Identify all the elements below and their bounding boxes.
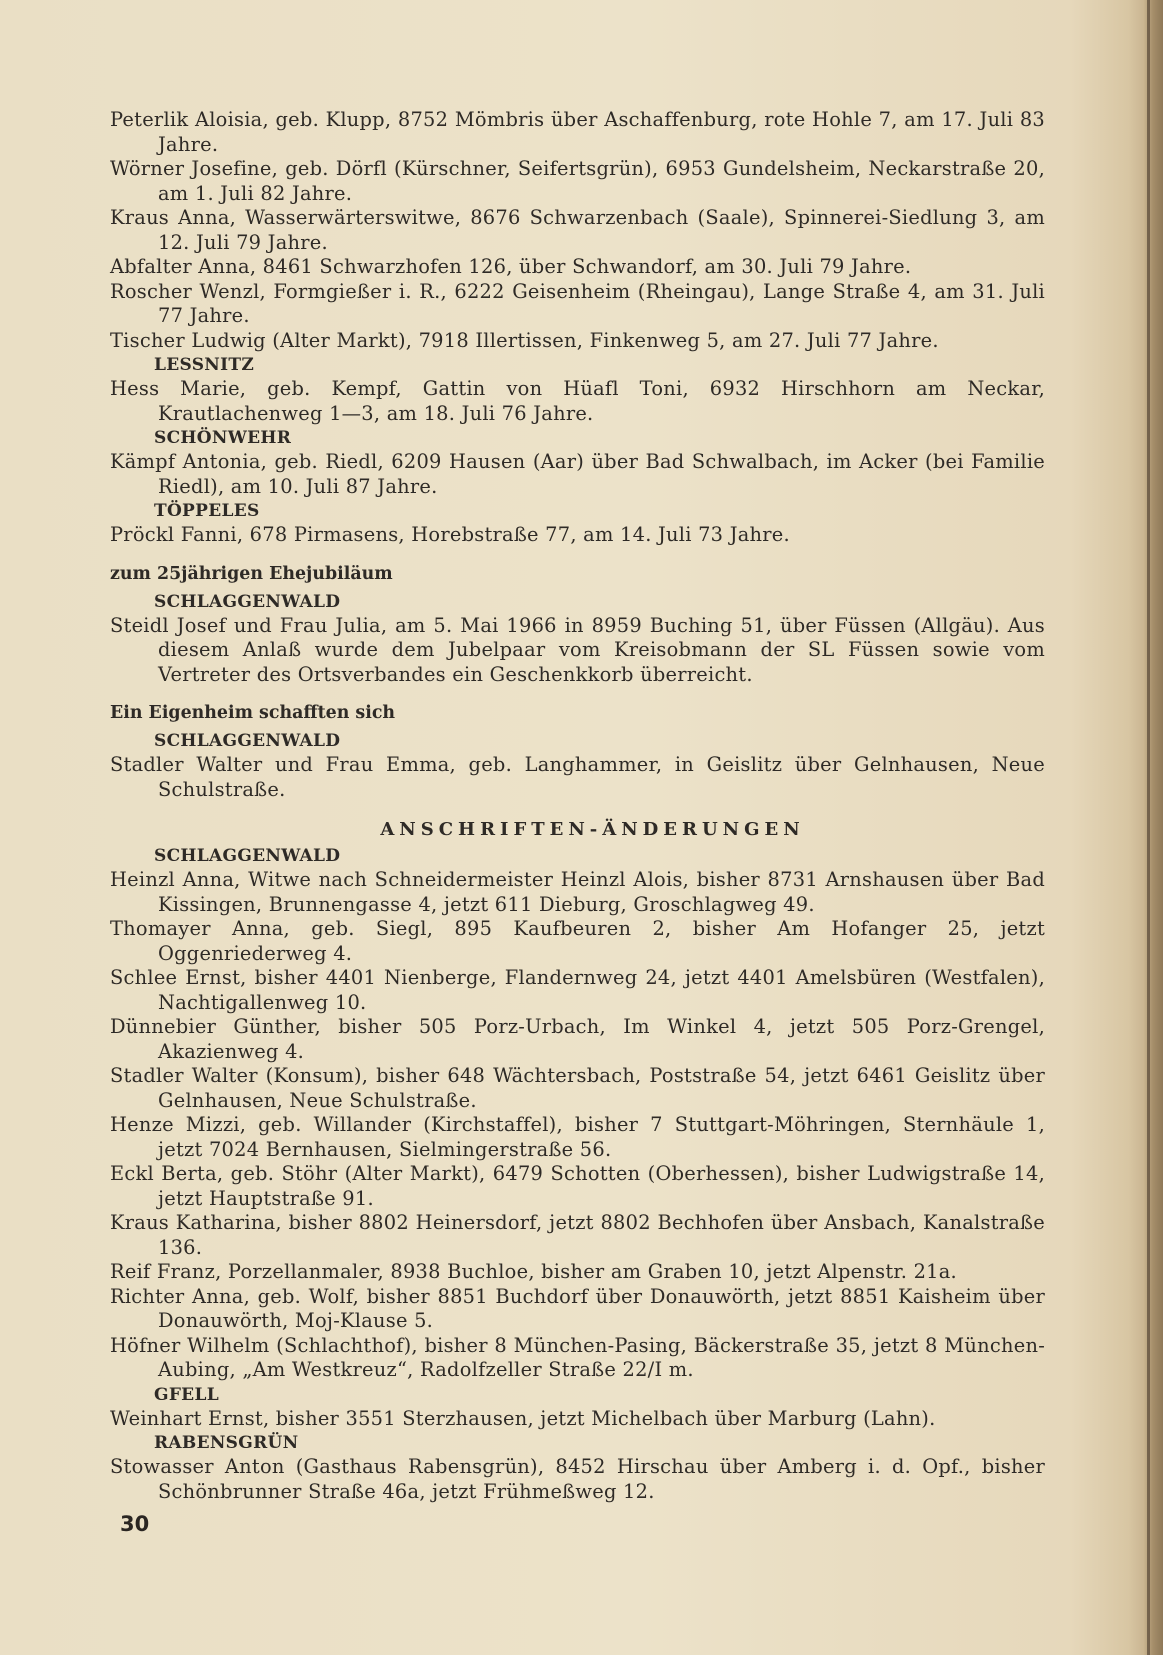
section-title-anschriften: ANSCHRIFTEN-ÄNDERUNGEN: [380, 819, 805, 840]
list-item: Schlee Ernst, bisher 4401 Nienberge, Flandernweg 24, jetzt 4401 Amelsbüren (Westfalen), Nachtigallenweg 10.: [110, 966, 1045, 1014]
place-heading-toeppeles: TÖPPELES: [154, 501, 260, 521]
list-item: Stowasser Anton (Gasthaus Rabensgrün), 8452 Hirschau über Amberg i. d. Opf., bisher Schönbrunner Straße 46a, jetzt Frühmeßweg 12.: [110, 1455, 1045, 1503]
list-item: Henze Mizzi, geb. Willander (Kirchstaffel), bisher 7 Stuttgart-Möhringen, Sternhäule 1, jetzt 7024 Bernhausen, Sielmingerstraße 56.: [110, 1113, 1045, 1161]
book-spine-edge: [1143, 0, 1163, 1655]
place-heading-gfell: GFELL: [154, 1384, 219, 1405]
list-item: Roscher Wenzl, Formgießer i. R., 6222 Geisenheim (Rheingau), Lange Straße 4, am 31. Juli 77 Jahre.: [110, 279, 1045, 327]
page-content: [110, 108, 1045, 1504]
place-heading-schlaggenwald: SCHLAGGENWALD: [154, 731, 341, 751]
list-item: Tischer Ludwig (Alter Markt), 7918 Illertissen, Finkenweg 5, am 27. Juli 77 Jahre.: [110, 328, 939, 352]
list-item: Stadler Walter und Frau Emma, geb. Langhammer, in Geislitz über Gelnhausen, Neue Schulstraße.: [110, 753, 1045, 801]
list-item: Weinhart Ernst, bisher 3551 Sterzhausen, jetzt Michelbach über Marburg (Lahn).: [110, 1406, 936, 1430]
list-item: Heinzl Anna, Witwe nach Schneidermeister Heinzl Alois, bisher 8731 Arnshausen über Bad Kissingen, Brunnengasse 4, jetzt 611 Dieburg, Groschlagweg 49.: [110, 868, 1045, 916]
place-heading-schlaggenwald: SCHLAGGENWALD: [154, 846, 341, 866]
page-number: 30: [120, 1512, 150, 1536]
list-item: Reif Franz, Porzellanmaler, 8938 Buchloe, bisher am Graben 10, jetzt Alpenstr. 21a.: [110, 1260, 957, 1283]
place-heading-schoenwehr: SCHÖNWEHR: [154, 428, 292, 448]
list-item: Hess Marie, geb. Kempf, Gattin von Hüafl Toni, 6932 Hirschhorn am Neckar, Krautlachenweg 1—3, am 18. Juli 76 Jahre.: [110, 377, 1045, 425]
list-item: Richter Anna, geb. Wolf, bisher 8851 Buchdorf über Donauwörth, jetzt 8851 Kaisheim über Donauwörth, Moj-Klause 5.: [110, 1284, 1045, 1332]
place-heading-schlaggenwald: SCHLAGGENWALD: [154, 591, 341, 612]
section-title-eigenheim: Ein Eigenheim schafften sich: [110, 703, 396, 723]
place-heading-rabensgruen: RABENSGRÜN: [154, 1433, 299, 1453]
list-item: Thomayer Anna, geb. Siegl, 895 Kaufbeuren 2, bisher Am Hofanger 25, jetzt Oggenriederweg 4.: [110, 917, 1045, 965]
list-item: Wörner Josefine, geb. Dörfl (Kürschner, Seifertsgrün), 6953 Gundelsheim, Neckarstraße 20, am 1. Juli 82 Jahre.: [110, 157, 1045, 205]
list-item: Kraus Katharina, bisher 8802 Heinersdorf, jetzt 8802 Bechhofen über Ansbach, Kanalstraße 136.: [110, 1211, 1045, 1259]
list-item: Höfner Wilhelm (Schlachthof), bisher 8 München-Pasing, Bäckerstraße 35, jetzt 8 München-Aubing, „Am Westkreuz“, Radolfzeller Straße 22/I m.: [110, 1333, 1045, 1381]
list-item: Stadler Walter (Konsum), bisher 648 Wächtersbach, Poststraße 54, jetzt 6461 Geislitz über Gelnhausen, Neue Schulstraße.: [110, 1064, 1045, 1112]
list-item: Pröckl Fanni, 678 Pirmasens, Horebstraße 77, am 14. Juli 73 Jahre.: [110, 523, 790, 546]
list-item: Kraus Anna, Wasserwärterswitwe, 8676 Schwarzenbach (Saale), Spinnerei-Siedlung 3, am 12. Juli 79 Jahre.: [110, 206, 1045, 254]
section-title-ehejubilaeum: zum 25jährigen Ehejubiläum: [110, 563, 393, 584]
book-spine-line: [1147, 0, 1150, 1655]
place-heading-lessnitz: LESSNITZ: [154, 355, 255, 375]
list-item: Eckl Berta, geb. Stöhr (Alter Markt), 6479 Schotten (Oberhessen), bisher Ludwigstraße 14, jetzt Hauptstraße 91.: [110, 1162, 1045, 1210]
list-item: Peterlik Aloisia, geb. Klupp, 8752 Mömbris über Aschaffenburg, rote Hohle 7, am 17. Juli 83 Jahre.: [110, 108, 1045, 156]
list-item: Dünnebier Günther, bisher 505 Porz-Urbach, Im Winkel 4, jetzt 505 Porz-Grengel, Akazienweg 4.: [110, 1015, 1045, 1063]
list-item: Abfalter Anna, 8461 Schwarzhofen 126, über Schwandorf, am 30. Juli 79 Jahre.: [110, 255, 912, 278]
list-item: Steidl Josef und Frau Julia, am 5. Mai 1966 in 8959 Buching 51, über Füssen (Allgäu). Aus diesem Anlaß wurde dem Jubelpaar vom Kreisobmann der SL Füssen sowie vom Vertreter des Ortsverbandes ein Geschenkkorb überreicht.: [110, 613, 1045, 686]
list-item: Kämpf Antonia, geb. Riedl, 6209 Hausen (Aar) über Bad Schwalbach, im Acker (bei Familie Riedl), am 10. Juli 87 Jahre.: [110, 450, 1045, 498]
